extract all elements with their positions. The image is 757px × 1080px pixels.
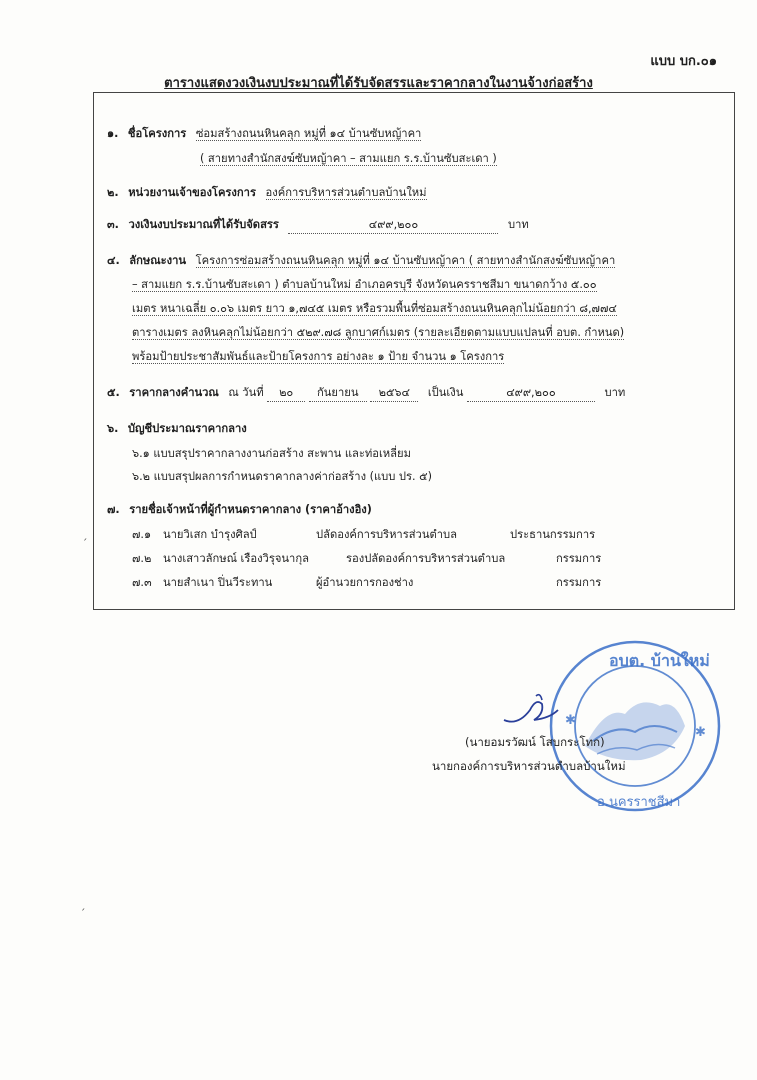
section-label: บัญชีประมาณราคากลาง (127, 422, 247, 435)
section-label: ชื่อโครงการ (127, 127, 187, 140)
member-name: นางเสาวลักษณ์ เรืองวิรุจนากุล (163, 552, 309, 565)
member-no: ๗.๓ (132, 576, 152, 589)
project-name-line1: ซ่อมสร้างถนนหินคลุก หมู่ที่ ๑๔ บ้านซับหญ้าคา (195, 127, 422, 140)
section-number: ๒. (107, 186, 119, 199)
seal-bottom-text: อ.นครราชสีมา (597, 795, 681, 810)
handwritten-signature-icon (498, 690, 568, 730)
section-agency (107, 183, 427, 201)
project-name-line2: ( สายทางสำนักสงฆ์ซับหญ้าคา – สามแยก ร.ร.บ้านซับสะเดา ) (200, 152, 497, 165)
section-estimate-list (107, 419, 253, 437)
work-line-1: โครงการซ่อมสร้างถนนหินคลุก หมู่ที่ ๑๔ บ้านซับหญ้าคา ( สายทางสำนักสงฆ์ซับหญ้าคา (195, 254, 616, 267)
section-number: ๔. (107, 254, 120, 267)
member-position: ปลัดองค์การบริหารส่วนตำบล (316, 528, 457, 541)
date-prefix: ณ วันที่ (228, 386, 264, 399)
amount-label: เป็นเงิน (427, 386, 464, 399)
member-role: กรรมการ (556, 552, 602, 565)
date-day: ๒๐ (267, 383, 305, 402)
seal-top-text: อบต. บ้านใหม่ (609, 651, 710, 670)
svg-text:✱: ✱ (695, 725, 706, 740)
section-number: ๓. (107, 218, 119, 231)
official-seal-icon (545, 636, 725, 816)
signatory-position: นายกองค์การบริหารส่วนตำบลบ้านใหม่ (432, 759, 626, 773)
budget-unit: บาท (508, 218, 529, 231)
member-role: กรรมการ (556, 576, 602, 589)
section-work-description (107, 251, 615, 269)
section-label: ลักษณะงาน (129, 254, 187, 267)
member-name: นายวิเสก บำรุงศิลป์ (163, 528, 257, 541)
section-label: รายชื่อเจ้าหน้าที่ผู้กำหนดราคากลาง (ราคาอ้างอิง) (129, 503, 372, 516)
section-number: ๗. (107, 503, 120, 516)
scan-mark: ˏ (80, 898, 86, 911)
date-year: ๒๕๖๔ (370, 383, 418, 402)
section-label: ราคากลางคำนวณ (129, 386, 219, 399)
section-number: ๕. (107, 386, 120, 399)
date-month: กันยายน (309, 383, 367, 402)
member-no: ๗.๑ (132, 528, 152, 541)
section-project-name (107, 124, 421, 142)
amount-unit: บาท (604, 386, 626, 399)
section-number: ๑. (107, 127, 119, 140)
document-title: ตารางแสดงวงเงินงบประมาณที่ได้รับจัดสรรและราคากลางในงานจ้างก่อสร้าง (164, 76, 593, 91)
work-line-3: เมตร หนาเฉลี่ย ๐.๐๖ เมตร ยาว ๑,๗๔๕ เมตร หรือรวมพื้นที่ซ่อมสร้างถนนหินคลุกไม่น้อยกว่า ๘,๗๗๔ (132, 302, 617, 315)
signatory-name: (นายอมรวัฒน์ โสบกระโทก) (465, 735, 605, 749)
member-position: รองปลัดองค์การบริหารส่วนตำบล (346, 552, 506, 565)
work-line-4: ตารางเมตร ลงหินคลุกไม่น้อยกว่า ๕๒๙.๗๘ ลูกบาศก์เมตร (รายละเอียดตามแบบแปลนที่ อบต. กำหนด) (132, 326, 625, 339)
member-name: นายสำเนา ปิ่นวีระทาน (163, 576, 273, 589)
budget-value: ๔๙๙,๒๐๐ (288, 215, 498, 234)
section-budget (107, 215, 529, 234)
work-line-2: – สามแยก ร.ร.บ้านซับสะเดา ) ตำบลบ้านใหม่ อำเภอครบุรี จังหวัดนครราชสีมา ขนาดกว้าง ๕.๐๐ (132, 278, 597, 291)
section-label: วงเงินงบประมาณที่ได้รับจัดสรร (128, 218, 279, 231)
form-code: แบบ บก.๐๑ (650, 54, 717, 69)
estimate-item: ๖.๒ แบบสรุปผลการกำหนดราคากลางค่าก่อสร้าง (แบบ ปร. ๕) (132, 470, 432, 483)
section-label: หน่วยงานเจ้าของโครงการ (128, 186, 256, 199)
section-committee (107, 500, 378, 518)
section-median-price (107, 383, 625, 402)
section-number: ๖. (107, 422, 119, 435)
amount-value: ๔๙๙,๒๐๐ (467, 383, 595, 402)
work-line-5: พร้อมป้ายประชาสัมพันธ์และป้ายโครงการ อย่างละ ๑ ป้าย จำนวน ๑ โครงการ (132, 350, 505, 363)
member-role: ประธานกรรมการ (510, 528, 596, 541)
scan-mark: ˏ (82, 528, 88, 541)
estimate-item: ๖.๑ แบบสรุปราคากลางงานก่อสร้าง สะพาน และท่อเหลี่ยม (132, 447, 411, 460)
member-position: ผู้อำนวยการกองช่าง (316, 576, 414, 589)
svg-text:✱: ✱ (565, 713, 576, 728)
agency-value: องค์การบริหารส่วนตำบลบ้านใหม่ (265, 186, 427, 199)
member-no: ๗.๒ (132, 552, 152, 565)
